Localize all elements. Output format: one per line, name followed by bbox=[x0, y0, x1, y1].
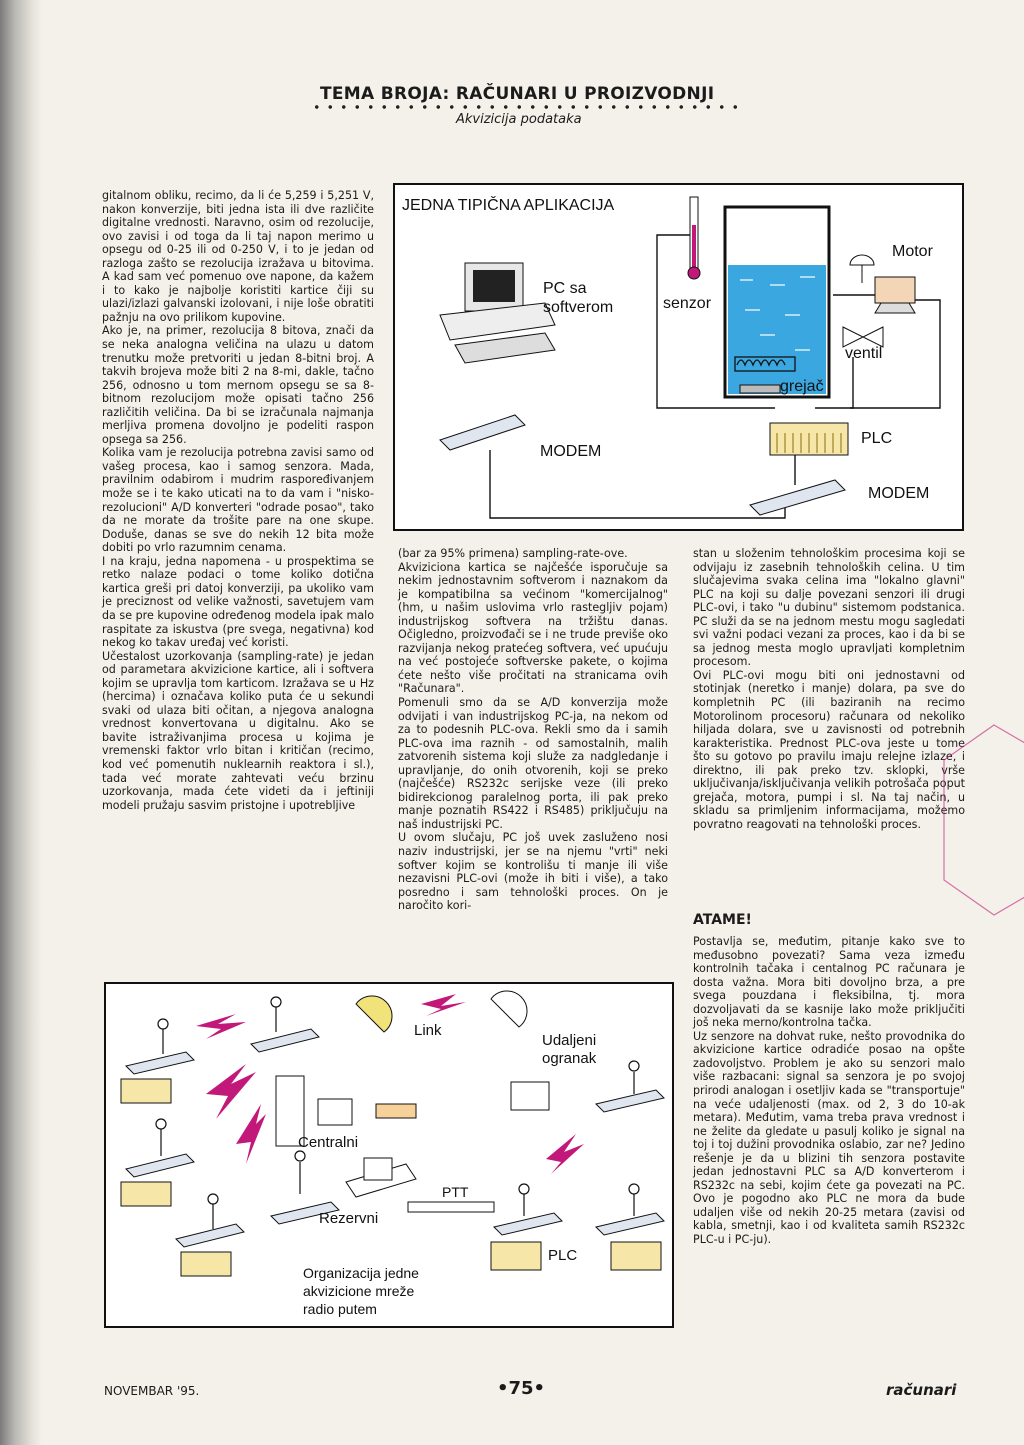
printer-icon bbox=[376, 1104, 416, 1118]
section-heading-atame: ATAME! bbox=[693, 912, 752, 928]
satellite-dish-central-icon bbox=[356, 996, 392, 1032]
ptt-label: PTT bbox=[442, 1184, 469, 1200]
diagram-typical-application bbox=[393, 183, 964, 531]
diagram1-title: JEDNA TIPIČNA APLIKACIJA bbox=[402, 197, 615, 214]
motor-icon bbox=[875, 277, 915, 303]
link-label: Link bbox=[414, 1022, 442, 1039]
motor-label: Motor bbox=[892, 243, 933, 260]
sensor-label: senzor bbox=[663, 295, 712, 312]
valve-handle-icon bbox=[850, 255, 874, 265]
remote-branch-label: Udaljeni ogranak bbox=[542, 1032, 597, 1067]
article-column-3-continued: Postavlja se, međutim, pitanje kako sve to međusobno povezati? Sama veza između kontrolnih tačaka i centalnog PC računara je dosta važna. Mora biti dovoljno brza, a pre svega pouzdana i fleksibilna, tj. mora dozvoljavati da se kasnije lako može priključiti još neka merno/kontrolna tačka. Uz senzore na dohvat ruke, nešto provodnika do akvizicione kartice odradiće posao na opšte zadovoljstvo. Problem je ako su senzori malo više razbacani: signal sa senzora je po svojoj prirodi analogan i osetljiv kada se "transportuje" na veće udaljenosti (max. od 2, 3 do 10-ak metara). Međutim, vama treba prava vrednost i ne želite da gledate u pasulj koliko je signal na toj i toj dužini provodnika oslabio, zar ne? Jedino rešenje je da u blizini tih senzora postavite jedan jednostavni PLC sa A/D konverterom i RS232c na sebi, kojim ćete ga povezati na PC. Ovo je pogodno ako PLC ne mora da bude udaljen više od nekih 20-25 metara (zavisi od kabla, smetnji, kao i od kvaliteta samih RS232c PLC-u i PC-ju). bbox=[693, 935, 965, 1247]
page-spine-shadow bbox=[0, 0, 42, 1445]
issue-date: NOVEMBAR '95. bbox=[104, 1384, 200, 1398]
section-title: TEMA BROJA: RAČUNARI U PROIZVODNJI bbox=[320, 84, 715, 104]
modem-right-label: MODEM bbox=[868, 485, 930, 502]
diagram2-caption: Organizacija jedne akvizicione mreže radio putem bbox=[303, 1265, 419, 1317]
valve-label: ventil bbox=[845, 345, 883, 362]
heater-label: grejač bbox=[780, 378, 824, 395]
article-column-3: stan u složenim tehnološkim procesima koji se odvijaju iz zasebnih tehnoloških celina. U tim slučajevima svaka celina ima "lokalno glavni" PLC na koji su dalje povezani senzori ili drugi PLC-ovi, i tako "u dubinu" sistemom podstanica. PC služi da se na jednom mestu mogu sagledati svi važni podaci vezani za proces, kao i da bi se sa jednog mesta moglo upravljati kompletnim procesom. Ovi PLC-ovi mogu biti oni jednostavni od stotinjak (neretko i manje) dolara, pa sve do kompletnih PC (ili baziranih na recimo Motorolinom procesoru) računara od nekoliko hiljada dolara, sve u zavisnosti od potrebnih karakteristika. Prednost PLC-ova jeste u tome što su gotovo po pravilu imaju relejne izlaze, i direktno, ili pak preko tzv. sklopki, vrše uključivanja/isključivanja velikih potrošača poput grejača, motora, pumpi i sl. Na taj način, u skladu sa primljenim informacijama, možemo povratno reagovati na tehnološki proces. bbox=[693, 547, 965, 831]
magazine-name: računari bbox=[886, 1381, 957, 1399]
valve-icon bbox=[843, 327, 863, 347]
diagram-radio-network bbox=[104, 982, 674, 1328]
modem-right-icon bbox=[750, 480, 845, 515]
section-subtitle: Akvizicija podataka bbox=[456, 112, 582, 127]
radio-plc-label: PLC bbox=[548, 1247, 578, 1264]
tank-water bbox=[728, 265, 826, 394]
pc-software-label: PC sa softverom bbox=[543, 280, 614, 316]
page-number: •75• bbox=[497, 1378, 546, 1399]
modem-left-label: MODEM bbox=[540, 443, 602, 460]
backup-label: Rezervni bbox=[319, 1210, 379, 1227]
satellite-dish-remote-icon bbox=[491, 991, 527, 1027]
plc-label: PLC bbox=[861, 430, 893, 447]
modem-left-icon bbox=[440, 415, 525, 450]
article-column-2: (bar za 95% primena) sampling-rate-ove. Akviziciona kartica se najčešće isporučuje sa nekim jednostavnim softverom i naznakom da je kompatibilna sa većinom "komercijalnog" (hm, u našim uslovima vrlo rastegljiv pojam) industrijskog softvera na tržištu danas. Očigledno, proizvođači se i ne trude previše oko razvijanja nekog pratećeg softvera, već upućuju na već postojeće softverske pakete, o kojima ćete nešto više pročitati na stranicama ovih "Računara". Pomenuli smo da se A/D konverzija može odvijati i van industrijskog PC-ja, na nekom od za to podesnih PLC-ova. Rekli smo da i samih PLC-ova ima raznih - od samostalnih, malih zatvorenih sistema koji služe za nadgledanje i upravljanje, do onih otvorenih, koji se preko (najčešće) RS232c serijske veze (ili preko bidirekcionog paralelnog porta, ili pak preko manje poznatih RS422 i RS485) priključuju na naš industrijski PC. U ovom slučaju, PC još uvek zasluženo nosi naziv industrijski, jer se na njemu "vrti" neki softver kojim se kontrolišu ti manje ili više nezavisni PLC-ovi (može ih biti i više), a tako posredno i sam tehnološki proces. On je naročito kori- bbox=[398, 547, 668, 913]
central-label: Centralni bbox=[298, 1134, 359, 1151]
header-dot-rule bbox=[310, 104, 740, 110]
article-column-1: gitalnom obliku, recimo, da li će 5,259 i 5,251 V, nakon konverzije, biti jedna ista ili dve različite digitalne vrednosti. Naravno, osim od rezolucije, ovo zavisi i od toga da li taj napon merimo u opsegu od 0-25 ili od 0-250 V, i to je jedan od razloga zašto se rezolucija izražava u bitovima. A kad sam već pomenuo ove napone, da kažem i to kako je najbolje koristiti kartice čiji su ulazi/izlazi galvanski izolovani, i nije loše obratiti pažnju na ovo prilikom kupovine. Ako je, na primer, rezolucija 8 bitova, znači da se neka analogna veličina na ulazu u datom trenutku može pretvoriti u jedan 8-bitni broj. A takvih brojeva može biti 2 na 8-mi, dakle, tačno 256, odnosno u tom mernom opsegu se sa 8-bitnom rezolucijom može opisati tačno 256 različitih veličina. Da bi se izračunala najmanja merljiva promena dovoljno je podeliti raspon opsega sa 256. Kolika vam je rezolucija potrebna zavisi samo od vašeg procesa, kao i samog senzora. Mada, pravilnim odabirom i mudrim raspoređivanjem može se i te kako uticati na to da vam i "nisko-rezolucioni" A/D konverteri "odrade posao", tako da ne morate da trošite pare na one skupe. Doduše, danas se sve do nekih 12 bita može dobiti po vrlo razumnim cenama. I na kraju, jedna napomena - u prospektima se retko nalaze podaci o tome koliko dotična kartica greši pri datoj konverziji, pa ukoliko vam je preciznost od velike važnosti, savetujem vam da se pre kupovine određenog modela ipak malo raspitate za iskustva (pre svega, negativna) kod nekog ko takav uređaj već koristi. Učestalost uzorkovanja (sampling-rate) je jedan od parametara akvizicione kartice, ali i softvera kojim se upravlja tom karticom. Izražava se u Hz (hercima) i označava koliko puta će u sekundi svaki od ulaza biti očitan, a njegova analogna vrednost konvertovana u digitalnu. Ako se bavite istraživanjima procesa u kojima je vremenski faktor vrlo bitan i kritičan (recimo, kod već pomenutih nuklearnih reaktora i sl.), tada već morate zahtevati veću brzinu uzorkovanja, mada ćete videti da i jeftiniji modeli pružaju sasvim pristojne i upotrebljive bbox=[102, 189, 374, 812]
decorative-hexagon-edge bbox=[934, 720, 1024, 920]
ptt-modem-icon bbox=[408, 1202, 494, 1212]
